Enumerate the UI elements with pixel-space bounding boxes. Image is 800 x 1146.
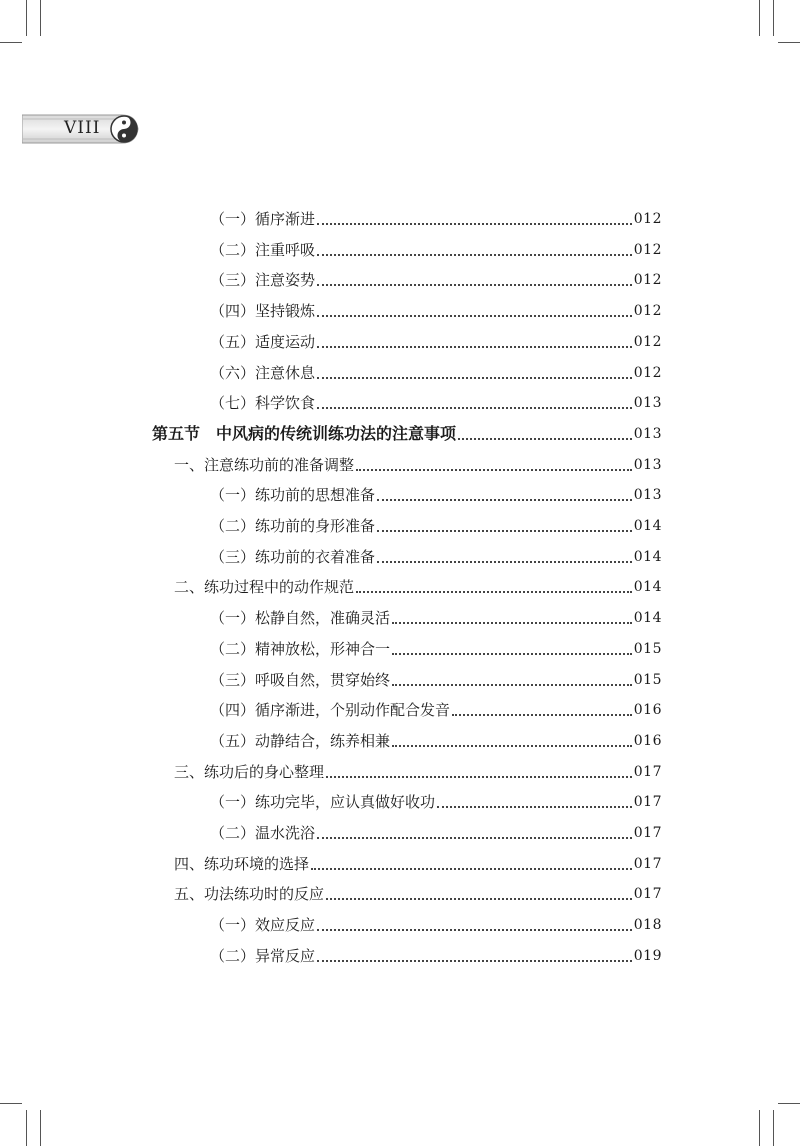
toc-entry-page: 014 (633, 579, 662, 596)
toc-entry[interactable] (174, 882, 662, 904)
toc-leader-dots (317, 929, 632, 931)
toc-leader-dots (317, 223, 632, 225)
crop-mark-top-left-v1 (26, 0, 27, 36)
toc-entry[interactable] (210, 821, 662, 843)
crop-mark-top-left-v2 (40, 0, 41, 36)
toc-entry-label: （五）适度运动 (210, 332, 316, 351)
toc-leader-dots (392, 684, 632, 686)
toc-entry-page: 015 (633, 640, 662, 657)
toc-entry-page: 012 (633, 303, 662, 320)
toc-leader-dots (311, 868, 632, 870)
toc-leader-dots (317, 284, 632, 286)
toc-leader-dots (317, 407, 632, 409)
toc-entry[interactable] (210, 545, 662, 567)
crop-mark-top-right-v1 (759, 0, 760, 36)
toc-leader-dots (377, 530, 632, 532)
toc-leader-dots (452, 714, 632, 716)
toc-leader-dots (317, 960, 632, 962)
toc-entry-page: 012 (633, 211, 662, 227)
toc-entry[interactable] (174, 852, 662, 874)
toc-leader-dots (317, 254, 632, 256)
toc-entry[interactable] (210, 637, 662, 659)
toc-leader-dots (326, 776, 632, 778)
page-number: VIII (64, 118, 101, 138)
toc-entry-page: 012 (633, 272, 662, 289)
toc-entry-label: 五、功法练功时的反应 (174, 885, 325, 904)
toc-entry[interactable] (210, 391, 662, 413)
toc-entry-page: 019 (633, 947, 662, 964)
toc-leader-dots (458, 438, 632, 440)
toc-leader-dots (317, 346, 632, 348)
toc-entry-page: 017 (633, 825, 662, 841)
toc-entry-label: （一）循序渐进 (210, 210, 316, 228)
crop-mark-top-left-h (0, 42, 22, 43)
toc-leader-dots (437, 806, 632, 808)
toc-entry-label: （三）呼吸自然，贯穿始终 (210, 670, 391, 689)
yin-yang-icon (108, 113, 140, 145)
crop-mark-bottom-left-v1 (26, 1110, 27, 1146)
toc-entry[interactable] (174, 760, 662, 782)
toc-entry[interactable] (210, 238, 662, 260)
toc-entry[interactable] (210, 698, 662, 720)
toc-leader-dots (377, 499, 632, 501)
crop-mark-bottom-right-h (778, 1103, 800, 1104)
toc-entry[interactable] (210, 483, 662, 505)
toc-entry-page: 017 (633, 794, 662, 811)
crop-mark-bottom-right-v2 (773, 1110, 774, 1146)
toc-leader-dots (392, 653, 632, 655)
toc-entry[interactable] (210, 330, 662, 352)
toc-entry-page: 013 (633, 456, 662, 473)
toc-entry[interactable] (174, 453, 662, 475)
toc-leader-dots (326, 898, 632, 900)
toc-entry[interactable] (210, 790, 662, 812)
toc-entry-label: （四）坚持锻炼 (210, 302, 316, 321)
crop-mark-top-right-v2 (773, 0, 774, 36)
toc-entry-label: 第五节 中风病的传统训练功法的注意事项 (152, 423, 457, 443)
toc-section-entry[interactable] (152, 422, 662, 444)
toc-entry-page: 018 (633, 917, 662, 934)
toc-entry[interactable] (210, 913, 662, 935)
toc-entry-page: 016 (633, 702, 662, 719)
toc-entry-label: （二）精神放松，形神合一 (210, 639, 391, 658)
toc-entry-label: （三）练功前的衣着准备 (210, 547, 376, 566)
toc-entry-page: 017 (633, 763, 662, 780)
toc-entry-label: 四、练功环境的选择 (174, 854, 310, 873)
toc-entry-page: 013 (633, 425, 662, 442)
toc-entry-label: （五）动静结合，练养相兼 (210, 731, 391, 750)
toc-entry[interactable] (210, 361, 662, 383)
toc-entry-page: 017 (633, 855, 662, 872)
toc-leader-dots (392, 622, 632, 624)
toc-entry-label: （六）注意休息 (210, 363, 316, 382)
toc-entry-label: （一）练功完毕，应认真做好收功 (210, 793, 436, 812)
toc-entry-label: （三）注意姿势 (210, 271, 316, 290)
toc-entry[interactable] (210, 729, 662, 751)
toc-entry-label: （一）练功前的思想准备 (210, 486, 376, 505)
toc-entry[interactable] (210, 299, 662, 321)
toc-leader-dots (377, 561, 632, 563)
toc-entry[interactable] (210, 606, 662, 628)
toc-entry-label: 一、注意练功前的准备调整 (174, 455, 355, 474)
toc-entry-page: 016 (633, 732, 662, 749)
crop-mark-bottom-right-v1 (759, 1110, 760, 1146)
toc-entry-page: 013 (633, 487, 662, 504)
toc-entry[interactable] (210, 207, 662, 229)
toc-entry-page: 012 (633, 241, 662, 258)
toc-entry-label: （七）科学饮食 (210, 394, 316, 413)
toc-entry-label: （四）循序渐进，个别动作配合发音 (210, 701, 451, 720)
toc-entry-page: 014 (633, 610, 662, 627)
toc-entry[interactable] (210, 268, 662, 290)
toc-leader-dots (317, 377, 632, 379)
crop-mark-top-right-h (778, 42, 800, 43)
toc-entry[interactable] (210, 668, 662, 690)
toc-entry-label: 二、练功过程中的动作规范 (174, 578, 355, 597)
toc-leader-dots (356, 469, 632, 471)
toc-entry-label: 三、练功后的身心整理 (174, 762, 325, 781)
toc-entry[interactable] (174, 575, 662, 597)
toc-entry-label: （二）温水洗浴 (210, 824, 316, 842)
toc-leader-dots (356, 591, 632, 593)
toc-entry-page: 017 (633, 886, 662, 903)
toc-entry-page: 014 (633, 548, 662, 565)
toc-entry[interactable] (210, 514, 662, 536)
toc-leader-dots (317, 315, 632, 317)
toc-entry-page: 015 (633, 671, 662, 688)
toc-leader-dots (392, 745, 632, 747)
toc-entry-label: （二）异常反应 (210, 946, 316, 965)
toc-leader-dots (317, 837, 632, 839)
toc-entry-page: 012 (633, 333, 662, 350)
toc-entry-label: （二）练功前的身形准备 (210, 517, 376, 535)
toc-entry-label: （一）松静自然，准确灵活 (210, 609, 391, 628)
toc-entry-label: （一）效应反应 (210, 916, 316, 935)
crop-mark-bottom-left-h (0, 1103, 22, 1104)
toc-entry[interactable] (210, 944, 662, 966)
toc-entry-page: 012 (633, 364, 662, 381)
crop-mark-bottom-left-v2 (40, 1110, 41, 1146)
toc-entry-page: 013 (633, 395, 662, 412)
toc-entry-page: 014 (633, 518, 662, 534)
toc-entry-label: （二）注重呼吸 (210, 240, 316, 259)
